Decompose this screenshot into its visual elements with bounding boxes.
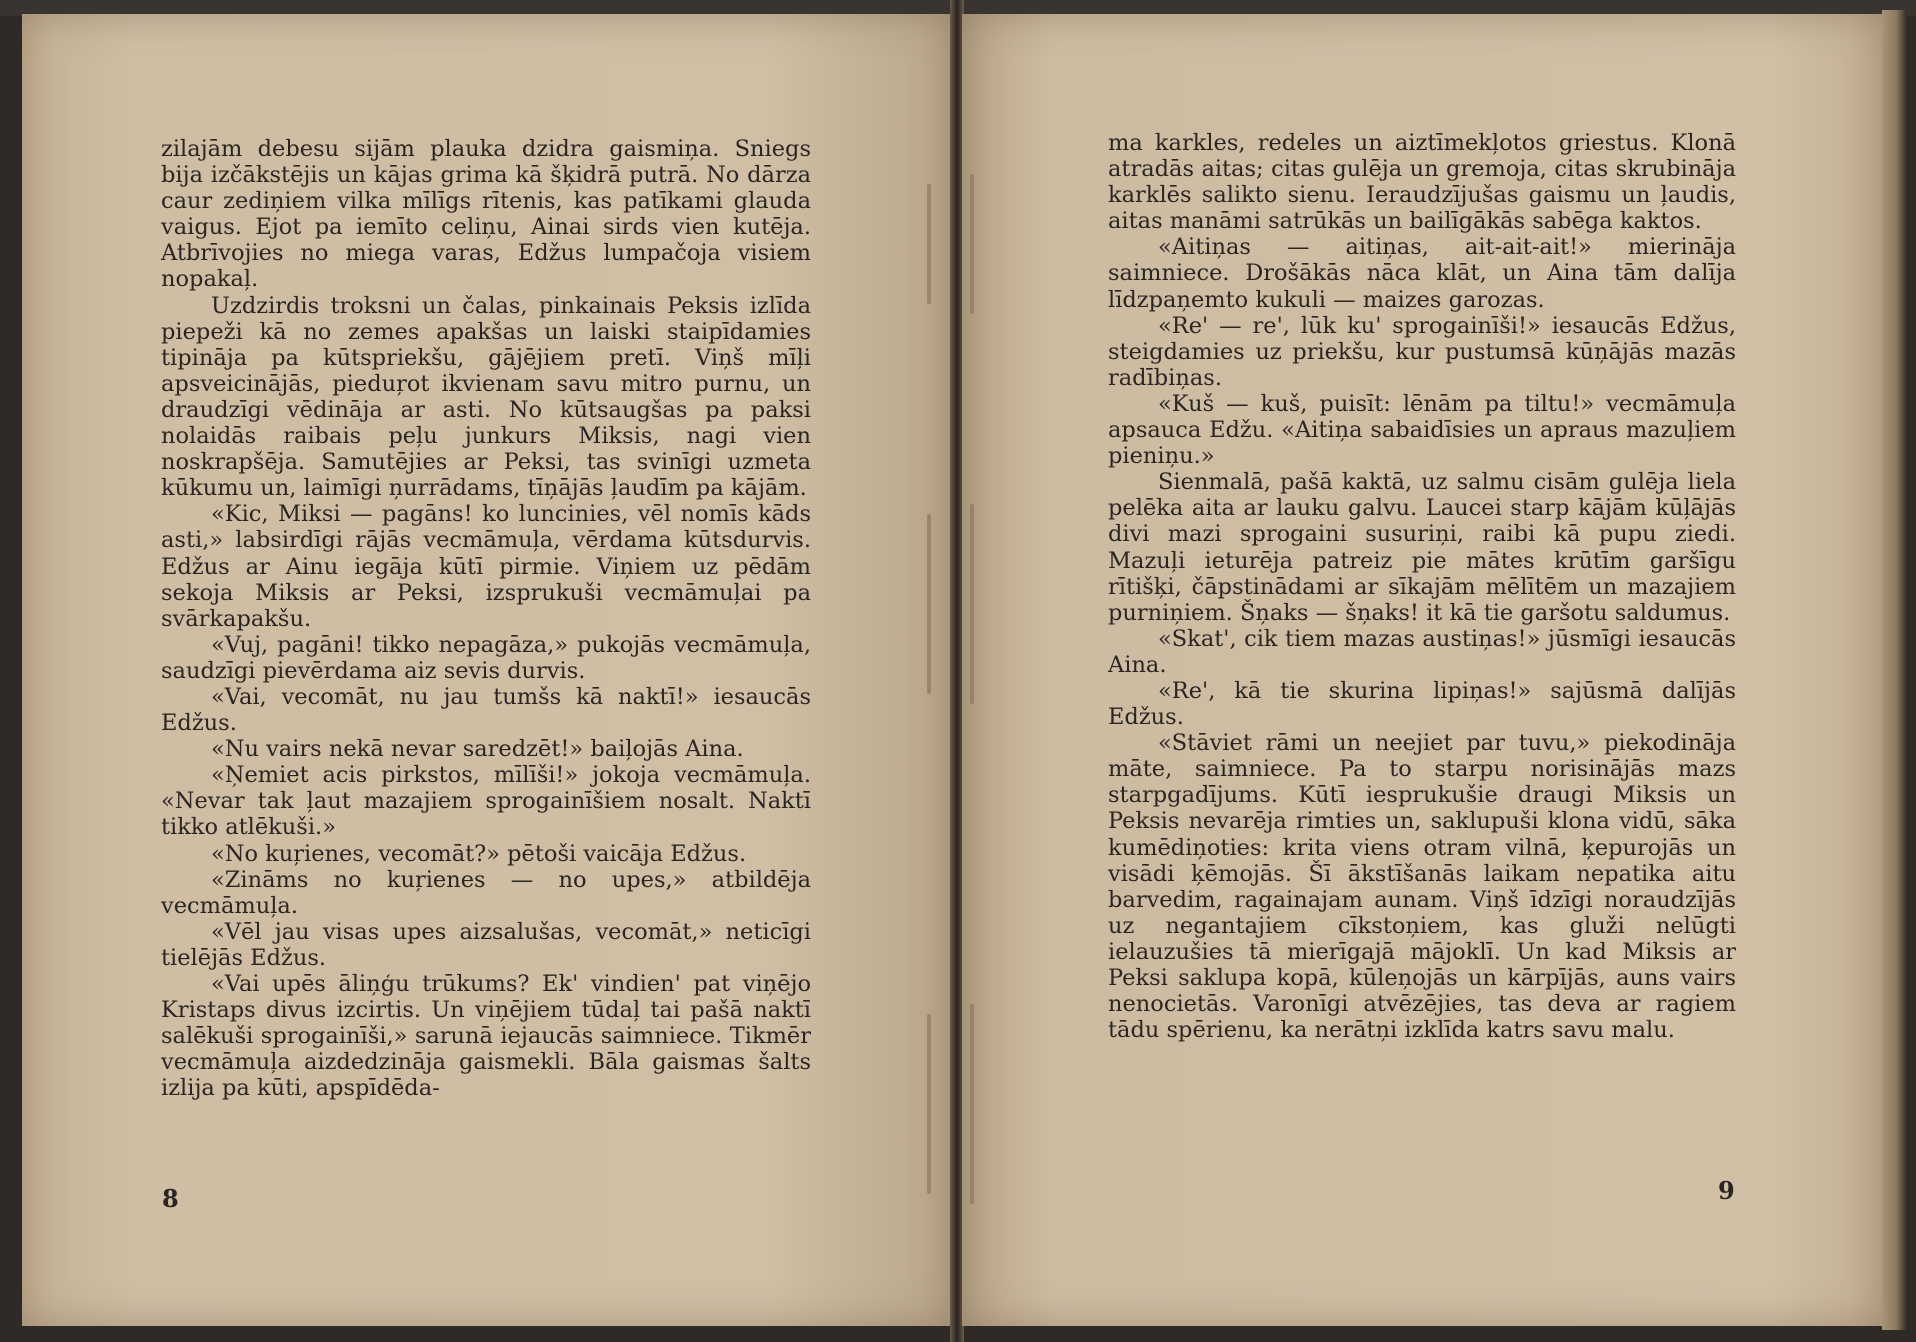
paragraph: «Skat', cik tiem mazas austiņas!» jūsmīgi iesaucās Aina.	[1108, 625, 1736, 678]
paragraph: «Aitiņas — aitiņas, ait-ait-ait!» mierināja saimniece. Drošākās nāca klāt, un Aina tām dalīja līdzpaņemto kukuli — maizes garozas.	[1108, 234, 1736, 313]
binding-stitch	[927, 184, 931, 304]
right-page	[962, 14, 1882, 1326]
paragraph: «Vai upēs āliņģu trūkums? Ek' vindien' pat viņējo Kristaps divus izcirtis. Un viņējiem tūdaļ tai pašā naktī salēkuši sprogainīši,» sarunā iejaucās saimniece. Tikmēr vecmāmuļa aizdedzināja gaismekli. Bāla gaismas šalts izlija pa kūti, apspīdēda-	[161, 971, 811, 1102]
right-page-text	[1108, 130, 1736, 1043]
paragraph: «Ņemiet acis pirkstos, mīlīši!» jokoja vecmāmuļa. «Nevar tak ļaut mazajiem sprogainīšiem nosalt. Naktī tikko atlēkuši.»	[161, 762, 811, 841]
binding-stitch	[927, 514, 931, 694]
page-edges	[1882, 10, 1906, 1330]
paragraph: «Nu vairs nekā nevar saredzēt!» baiļojās Aina.	[211, 736, 744, 763]
paragraph: Uzdzirdis troksni un čalas, pinkainais Peksis izlīda piepeži kā no zemes apakšas un laiski staipīdamies tipināja pa kūtspriekšu, gājējiem pretī. Viņš mīļi apsveicinājās, pieduŗot ikvienam savu mitro purnu, un draudzīgi vēdināja ar asti. No kūtsaugšas pa paksi nolaidās raibais peļu junkurs Miksis, nagi vien noskrapšēja. Samutējies ar Peksi, tas svinīgi uzmeta kūkumu un, laimīgi ņurrādams, tīņājās ļaudīm pa kājām.	[161, 292, 811, 502]
paragraph: ma karkles, redeles un aiztīmekļotos griestus. Klonā atradās aitas; citas gulēja un gremoja, citas skrubināja karklēs salikto sienu. Ieraudzījušas gaismu un ļaudis, aitas manāmi satrūkās un bailīgākās sabēga kaktos.	[1108, 130, 1736, 235]
page-number: 9	[1718, 1176, 1735, 1205]
binding-stitch	[970, 174, 974, 314]
paragraph: «Stāviet rāmi un neejiet par tuvu,» piekodināja māte, saimniece. Pa to starpu norisinājās mazs starpgadījums. Kūtī iesprukušie draugi Miksis un Peksis nevarēja rimties un, saklupuši klona vidū, sāka kumēdiņoties: krita viens otram vilnā, ķepurojās un visādi ķēmojās. Šī ākstīšanās laikam nepatika aitu barvedim, ragainajam aunam. Viņš īdzīgi noraudzījās uz negantajiem cīkstoņiem, kas gluži nelūgti ielauzušies tā mierīgajā mājoklī. Un kad Miksis ar Peksi saklupa kopā, kūleņojās un kārpījās, auns vairs nenocietās. Varonīgi atvēzējies, tas deva ar ragiem tādu spērienu, ka nerātņi izklīda katrs savu malu.	[1108, 730, 1736, 1044]
paragraph: «Vēl jau visas upes aizsalušas, vecomāt,» neticīgi tielējās Edžus.	[161, 918, 811, 971]
paragraph: «Kuš — kuš, puisīt: lēnām pa tiltu!» vecmāmuļa apsauca Edžu. «Aitiņa sabaidīsies un apraus mazuļiem pieniņu.»	[1108, 390, 1736, 470]
paragraph: Sienmalā, pašā kaktā, uz salmu cisām gulēja liela pelēka aita ar lauku galvu. Laucei starp kājām kūļājās divi mazi sprogaini susuriņi, raibi kā pupu ziedi. Mazuļi ieturēja patreiz pie mātes krūtīm garšīgu rītišķi, čāpstinādami ar sīkajām mēlītēm un mazajiem purniņiem. Šņaks — šņaks! it kā tie garšotu saldumus.	[1108, 469, 1736, 626]
left-page-text	[161, 136, 811, 1101]
paragraph: «Zināms no kuŗienes — no upes,» atbildēja vecmāmuļa.	[161, 866, 811, 919]
paragraph: «Vai, vecomāt, nu jau tumšs kā naktī!» iesaucās Edžus.	[161, 683, 811, 737]
binding-stitch	[970, 504, 974, 704]
paragraph: zilajām debesu sijām plauka dzidra gaismiņa. Sniegs bija izčākstējis un kājas grima kā šķidrā putrā. No dārza caur zediņiem vilka mīlīgs rītenis, kas patīkami glauda vaigus. Ejot pa iemīto celiņu, Ainai sirds vien kutēja. Atbrīvojies no miega varas, Edžus lumpačoja visiem nopakaļ.	[161, 136, 811, 293]
paragraph: «Re', kā tie skurina lipiņas!» sajūsmā dalījās Edžus.	[1108, 677, 1736, 731]
paragraph: «No kuŗienes, vecomāt?» pētoši vaicāja Edžus.	[211, 840, 747, 867]
binding-stitch	[970, 1004, 974, 1204]
binding-stitch	[927, 1014, 931, 1194]
paragraph: «Kic, Miksi — pagāns! ko luncinies, vēl nomīs kāds asti,» labsirdīgi rājās vecmāmuļa, vērdama kūtsdurvis. Edžus ar Ainu iegāja kūtī pirmie. Viņiem uz pēdām sekoja Miksis ar Peksi, izsprukuši vecmāmuļai pa svārkapakšu.	[161, 501, 811, 632]
paragraph: «Vuj, pagāni! tikko nepagāza,» pukojās vecmāmuļa, saudzīgi pievērdama aiz sevis durvis.	[161, 631, 811, 684]
page-number: 8	[162, 1184, 179, 1213]
paragraph: «Re' — re', lūk ku' sprogainīši!» iesaucās Edžus, steigdamies uz priekšu, kur pustumsā kūņājās mazās radībiņas.	[1108, 312, 1736, 391]
left-page	[22, 14, 952, 1326]
